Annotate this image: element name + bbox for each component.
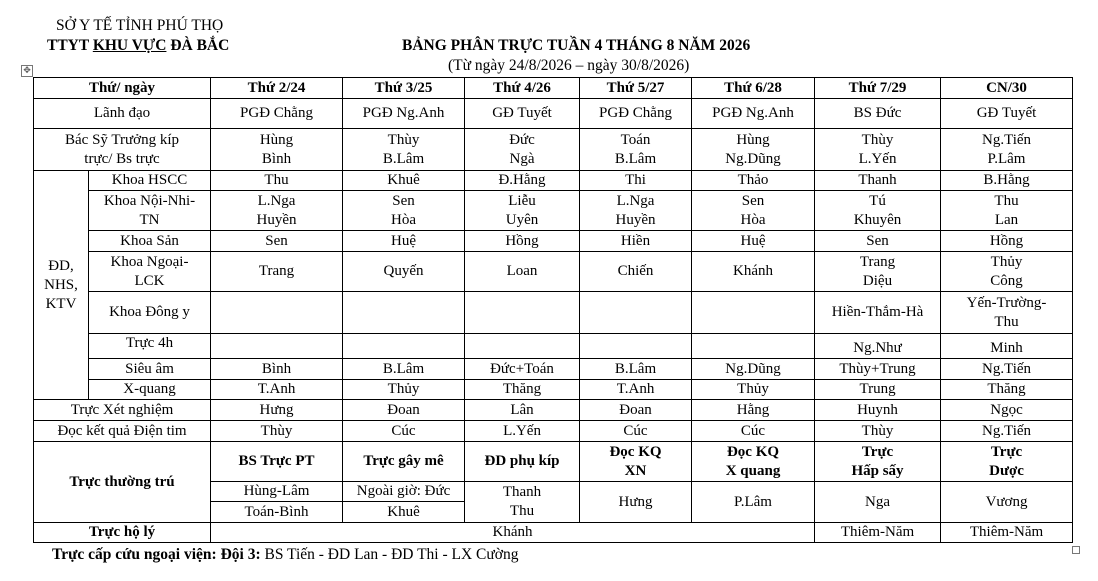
table-cell [815, 129, 941, 171]
table-cell [692, 334, 815, 359]
table-cell: Cúc [692, 421, 815, 442]
cell-line: Hùng [259, 131, 294, 148]
cell-line: Tú [869, 192, 886, 209]
table-cell: PGĐ Chằng [211, 99, 343, 129]
table-row-san [34, 231, 1073, 252]
table-cell: Sen [815, 231, 941, 252]
table-row-xet-nghiem [34, 400, 1073, 421]
table-cell: Thảo [692, 171, 815, 191]
table-cell: Hiền [580, 231, 692, 252]
cell-line: Ngà [509, 150, 535, 167]
table-cell: B.Lâm [343, 359, 465, 380]
table-cell: Thiêm-Năm [941, 523, 1073, 543]
cell-line: Thùy [387, 131, 420, 148]
table-cell: Hưng [580, 482, 692, 523]
org-line-2-b: KHU VỰC [92, 37, 167, 54]
table-cell: Thủy [343, 380, 465, 400]
row-label: Khoa Đông y [89, 292, 211, 334]
duty-roster-table [33, 77, 1073, 543]
table-cell: Ng.Tiến [941, 359, 1073, 380]
table-cell: Hồng [941, 231, 1073, 252]
row-label: Trực hộ lý [34, 523, 211, 543]
table-cell [465, 482, 580, 523]
table-cell [580, 191, 692, 231]
table-cell: Ng.Tiến [941, 421, 1073, 442]
footer-note [52, 546, 518, 564]
cell-line: Hòa [391, 211, 417, 228]
table-cell: Ngọc [941, 400, 1073, 421]
table-row-days [34, 78, 1073, 99]
cell-line: Huyền [615, 211, 656, 228]
day-header: Thứ 5/27 [580, 78, 692, 99]
cell-line: Ng.Tiến [981, 131, 1032, 148]
cell-line: Trang [859, 253, 896, 270]
table-cell [692, 292, 815, 334]
table-row-x-quang [34, 380, 1073, 400]
table-row-lanh-dao [34, 99, 1073, 129]
cell-line: Sen [392, 192, 415, 209]
table-cell: Nga [815, 482, 941, 523]
table-cell [211, 292, 343, 334]
table-cell: Huệ [692, 231, 815, 252]
table-cell: Huệ [343, 231, 465, 252]
table-cell: Thi [580, 171, 692, 191]
table-row-bac-sy [34, 129, 1073, 171]
row-label: Lãnh đạo [34, 99, 211, 129]
table-cell: Thu [211, 171, 343, 191]
table-cell: B.Lâm [580, 359, 692, 380]
cell-line: Thủy [990, 253, 1023, 270]
day-header: CN/30 [941, 78, 1073, 99]
cell-line: L.Nga [616, 192, 655, 209]
sub-header [815, 442, 941, 482]
day-header: Thứ 6/28 [692, 78, 815, 99]
table-cell: Bình [211, 359, 343, 380]
row-label [89, 191, 211, 231]
table-cell [692, 129, 815, 171]
cell-line: Đọc KQ [726, 443, 780, 460]
table-cell [343, 129, 465, 171]
table-cell: Toán-Bình [211, 502, 343, 523]
table-cell [211, 334, 343, 359]
table-cell [815, 252, 941, 292]
cell-line: Sen [741, 192, 765, 209]
table-row-thuong-tru-header [34, 442, 1073, 482]
corner-label: Thứ/ ngày [34, 78, 211, 99]
group-label: ĐD, NHS, KTV [34, 171, 89, 400]
cell-line: Diệu [862, 272, 893, 289]
table-cell: Thùy [211, 421, 343, 442]
cell-line: Đọc KQ [609, 443, 662, 460]
cell-line: Thanh [502, 484, 542, 500]
table-cell: PGĐ Ng.Anh [343, 99, 465, 129]
table-row-sieu-am [34, 359, 1073, 380]
table-cell: Ng.Dũng [692, 359, 815, 380]
cell-line: Liễu [508, 192, 536, 209]
label-line: trực/ Bs trực [84, 150, 160, 167]
row-label: Trực 4h [89, 334, 211, 359]
table-cell: Thủy [692, 380, 815, 400]
table-row-noi [34, 191, 1073, 231]
page-subtitle: (Từ ngày 24/8/2026 – ngày 30/8/2026) [448, 57, 690, 74]
cell-line: Đức [509, 131, 535, 148]
sub-header [692, 442, 815, 482]
table-row-hscc [34, 171, 1073, 191]
table-cell: T.Anh [580, 380, 692, 400]
table-cell: PGĐ Ng.Anh [692, 99, 815, 129]
cell-line: Thùy [861, 131, 894, 148]
table-cell: Lân [465, 400, 580, 421]
org-line-1: SỞ Y TẾ TỈNH PHÚ THỌ [56, 17, 224, 34]
table-cell: Trang [211, 252, 343, 292]
cell-line: Trực [990, 443, 1023, 460]
table-cell [211, 191, 343, 231]
table-cell [465, 191, 580, 231]
table-cell: Đ.Hằng [465, 171, 580, 191]
table-cell: Khánh [211, 523, 815, 543]
table-cell [815, 191, 941, 231]
table-cell: T.Anh [211, 380, 343, 400]
sub-header: ĐD phụ kíp [465, 442, 580, 482]
cell-line: Hòa [740, 211, 766, 228]
cell-line: B.Lâm [382, 150, 425, 167]
row-label: Trực Xét nghiệm [34, 400, 211, 421]
row-label: Siêu âm [89, 359, 211, 380]
cell-line: Toán [620, 131, 651, 148]
table-cell: Huynh [815, 400, 941, 421]
table-cell: Khuê [343, 171, 465, 191]
table-cell: Đức+Toán [465, 359, 580, 380]
table-cell [343, 292, 465, 334]
cell-line: Uyên [505, 211, 539, 228]
label-line: Bác Sỹ Trưởng kíp [65, 131, 180, 148]
table-cell: Trung [815, 380, 941, 400]
label-line: Khoa Ngoại- [110, 253, 189, 270]
cell-line: P.Lâm [987, 150, 1026, 167]
cell-line: Dược [989, 462, 1024, 479]
table-row-dong-y [34, 292, 1073, 334]
sub-header [941, 442, 1073, 482]
cell-line: Trực [861, 443, 894, 460]
cell-line: X quang [725, 462, 781, 479]
cell-line: Khuyên [853, 211, 902, 228]
table-cell: GĐ Tuyết [465, 99, 580, 129]
table-cell: Cúc [343, 421, 465, 442]
cell-line: Thu [994, 192, 1019, 209]
table-cell: Chiến [580, 252, 692, 292]
table-cell: Thiêm-Năm [815, 523, 941, 543]
footer-value: BS Tiến - ĐD Lan - ĐD Thi - LX Cường [260, 546, 519, 563]
cell-line: Bình [261, 150, 292, 167]
table-row-truc-4h [34, 334, 1073, 359]
table-cell [211, 129, 343, 171]
row-label: Khoa HSCC [89, 171, 211, 191]
table-cell [465, 292, 580, 334]
cell-line: Huyền [256, 211, 297, 228]
day-header: Thứ 2/24 [211, 78, 343, 99]
cell-line: L.Yến [858, 150, 897, 167]
org-line-2-c: ĐÀ BẮC [166, 37, 230, 54]
table-cell [692, 191, 815, 231]
table-cell: Đoan [580, 400, 692, 421]
table-move-handle-icon[interactable]: ✥ [21, 65, 33, 77]
table-cell [941, 252, 1073, 292]
cell-line: Hấp sấy [851, 462, 904, 479]
table-cell [580, 292, 692, 334]
table-cell [941, 292, 1073, 334]
table-cell: P.Lâm [692, 482, 815, 523]
table-resize-handle[interactable] [1072, 546, 1080, 554]
table-cell [343, 191, 465, 231]
table-cell [465, 129, 580, 171]
cell-line: Thu [994, 313, 1019, 330]
table-cell: Cúc [580, 421, 692, 442]
table-cell: Loan [465, 252, 580, 292]
sub-header: BS Trực PT [211, 442, 343, 482]
org-line-2-a: TTYT [47, 37, 93, 54]
table-cell: Khuê [343, 502, 465, 523]
table-cell: Minh [941, 334, 1073, 359]
table-cell: BS Đức [815, 99, 941, 129]
table-cell [941, 129, 1073, 171]
table-cell: Hồng [465, 231, 580, 252]
label-line: Khoa Nội-Nhi- [103, 192, 196, 209]
table-cell: Vương [941, 482, 1073, 523]
cell-line: Công [990, 272, 1023, 289]
cell-line: XN [624, 462, 647, 479]
page-title: BẢNG PHÂN TRỰC TUẦN 4 THÁNG 8 NĂM 2026 [402, 37, 751, 54]
cell-line: Yến-Trường- [966, 294, 1047, 311]
row-label: Khoa Sản [89, 231, 211, 252]
table-cell [465, 334, 580, 359]
table-cell: Thăng [465, 380, 580, 400]
table-cell: Quyến [343, 252, 465, 292]
cell-line: L.Nga [257, 192, 296, 209]
row-label: Đọc kết quả Điện tim [34, 421, 211, 442]
table-cell: Hằng [692, 400, 815, 421]
org-line-2 [47, 37, 229, 55]
table-cell: Đoan [343, 400, 465, 421]
cell-line: B.Lâm [614, 150, 657, 167]
row-label [34, 129, 211, 171]
cell-line: Hùng [736, 131, 770, 148]
day-header: Thứ 7/29 [815, 78, 941, 99]
table-cell: Ng.Như [815, 334, 941, 359]
cell-line: Ng.Dũng [725, 150, 781, 167]
day-header: Thứ 4/26 [465, 78, 580, 99]
table-cell [580, 129, 692, 171]
table-row-ho-ly [34, 523, 1073, 543]
table-cell [941, 191, 1073, 231]
table-row-dien-tim [34, 421, 1073, 442]
cell-line: Lan [994, 211, 1019, 228]
table-cell: Hùng-Lâm [211, 482, 343, 502]
table-cell: Sen [211, 231, 343, 252]
table-cell: Thùy+Trung [815, 359, 941, 380]
table-cell: Ngoài giờ: Đức [343, 482, 465, 502]
table-cell: Hưng [211, 400, 343, 421]
footer-label: Trực cấp cứu ngoại viện: Đội 3: [52, 546, 261, 563]
table-cell: L.Yến [465, 421, 580, 442]
table-cell: Khánh [692, 252, 815, 292]
day-header: Thứ 3/25 [343, 78, 465, 99]
sub-header: Trực gây mê [343, 442, 465, 482]
label-line: TN [139, 211, 160, 228]
table-cell: Thùy [815, 421, 941, 442]
table-cell: PGĐ Chằng [580, 99, 692, 129]
table-cell: Thanh [815, 171, 941, 191]
row-label [89, 252, 211, 292]
table-row-ngoai [34, 252, 1073, 292]
table-cell: GĐ Tuyết [941, 99, 1073, 129]
cell-line: Thu [509, 503, 535, 519]
table-cell: Thăng [941, 380, 1073, 400]
row-label: X-quang [89, 380, 211, 400]
table-cell [580, 334, 692, 359]
sub-header [580, 442, 692, 482]
row-label: Trực thường trú [34, 442, 211, 523]
table-cell [343, 334, 465, 359]
table-cell: Hiền-Thắm-Hà [815, 292, 941, 334]
label-line: LCK [134, 272, 165, 289]
table-cell: B.Hằng [941, 171, 1073, 191]
